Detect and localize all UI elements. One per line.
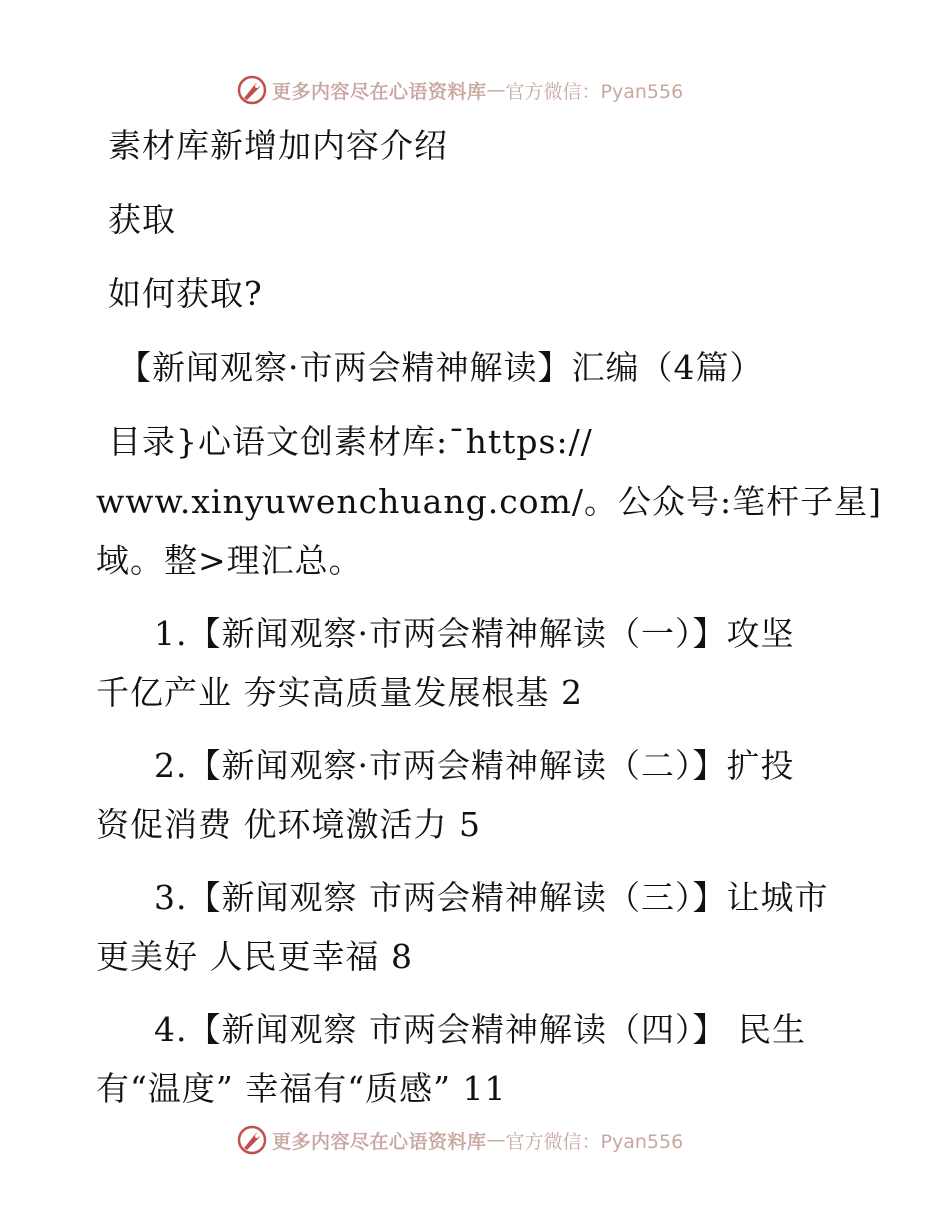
toc-item-2-line-1: 2.【新闻观察·市两会精神解读（二）】扩投 xyxy=(154,746,795,785)
get-label: 获取 xyxy=(108,200,176,239)
toc-line-3: 域。整>理汇总。 xyxy=(96,541,363,580)
toc-item-1-line-2: 千亿产业 夯实高质量发展根基 2 xyxy=(96,673,583,712)
toc-item-1-line-1: 1.【新闻观察·市两会精神解读（一）】攻坚 xyxy=(154,614,795,653)
pen-nib-logo-icon xyxy=(236,74,268,106)
toc-item-4-line-1: 4.【新闻观察 市两会精神解读（四）】 民生 xyxy=(154,1010,806,1049)
watermark-main-text: 更多内容尽在心语资料库 xyxy=(272,80,487,103)
toc-item-4-line-2: 有“温度” 幸福有“质感” 11 xyxy=(96,1069,507,1108)
toc-line-2: www.xinyuwenchuang.com/。公众号:笔杆子星] xyxy=(96,482,882,521)
toc-line-1: 目录}心语文创素材库:¯https:// xyxy=(108,422,593,461)
how-to-get-label: 如何获取? xyxy=(108,274,263,313)
watermark-dash: — xyxy=(486,79,506,101)
toc-item-2-line-2: 资促消费 优环境激活力 5 xyxy=(96,805,481,844)
page-heading: 素材库新增加内容介绍 xyxy=(108,126,448,165)
watermark-main-text: 更多内容尽在心语资料库 xyxy=(272,1130,487,1153)
compilation-title: 【新闻观察·市两会精神解读】汇编（4篇） xyxy=(118,348,764,387)
watermark-sub-text: 官方微信：Pyan556 xyxy=(505,1130,684,1153)
toc-item-3-line-1: 3.【新闻观察 市两会精神解读（三）】让城市 xyxy=(154,878,829,917)
header-watermark xyxy=(236,73,683,107)
footer-watermark xyxy=(236,1123,683,1157)
watermark-dash: — xyxy=(486,1129,506,1151)
pen-nib-logo-icon xyxy=(236,1124,268,1156)
watermark-sub-text: 官方微信：Pyan556 xyxy=(505,80,684,103)
toc-item-3-line-2: 更美好 人民更幸福 8 xyxy=(96,937,413,976)
